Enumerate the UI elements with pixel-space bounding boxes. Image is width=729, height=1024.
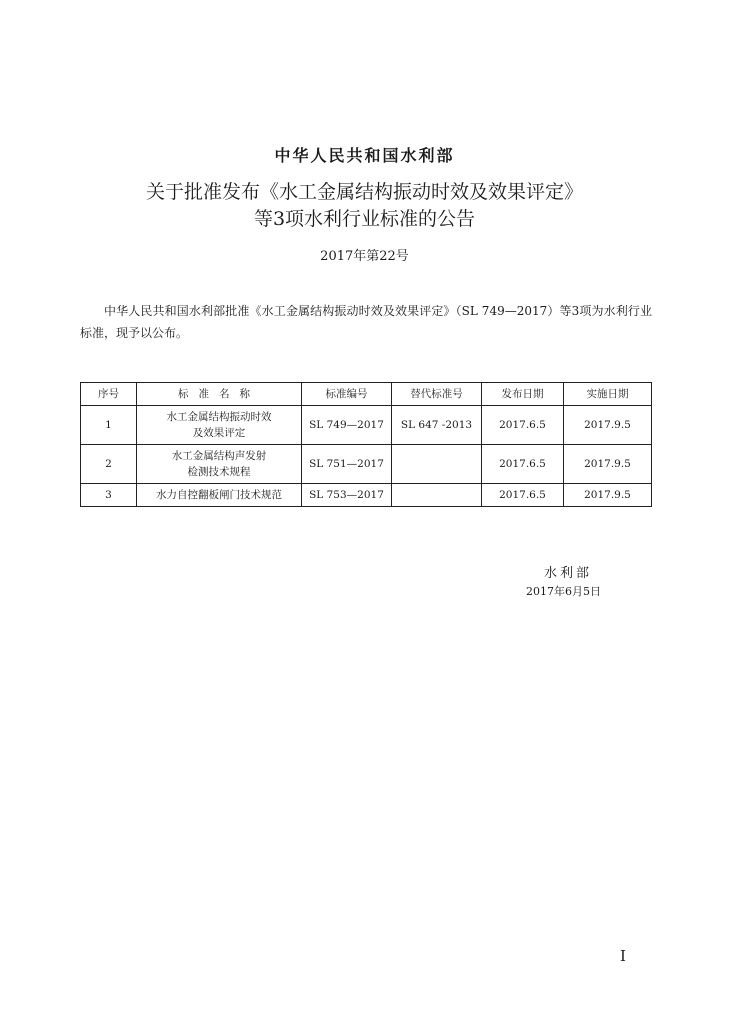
cell-standard-code: SL 753—2017 [302, 484, 392, 507]
name-line-1: 水工金属结构声发射 [171, 450, 267, 462]
cell-effective-date: 2017.9.5 [564, 445, 652, 484]
document-number: 2017年第22号 [320, 249, 409, 264]
cell-issue-date: 2017.6.5 [482, 484, 564, 507]
cell-issue-date: 2017.6.5 [482, 406, 564, 445]
table-row [81, 445, 652, 484]
cell-serial-no: 2 [81, 445, 137, 484]
cell-issue-date: 2017.6.5 [482, 445, 564, 484]
notice-title-line-2: 等3项水利行业标准的公告 [253, 208, 476, 230]
table-header-row [81, 383, 652, 406]
cell-serial-no: 1 [81, 406, 137, 445]
header-issue-date: 发布日期 [482, 383, 564, 406]
header-serial-no: 序号 [81, 383, 137, 406]
cell-standard-code: SL 751—2017 [302, 445, 392, 484]
header-effective-date: 实施日期 [564, 383, 652, 406]
standards-table [80, 382, 652, 507]
body-paragraph: 中华人民共和国水利部批准《水工金属结构振动时效及效果评定》（SL 749—2017）等3项为水利行业标准，现予以公布。 [80, 304, 652, 340]
ministry-heading: 中华人民共和国水利部 [274, 146, 455, 165]
cell-effective-date: 2017.9.5 [564, 406, 652, 445]
cell-replaced-standard: SL 647 -2013 [392, 406, 482, 445]
header-standard-name: 标准名称 [137, 383, 302, 406]
issue-date: 2017年6月5日 [526, 585, 601, 598]
cell-replaced-standard [392, 484, 482, 507]
table-row [81, 406, 652, 445]
table-row [81, 484, 652, 507]
issuer-signature: 水利部 [544, 566, 593, 581]
cell-standard-name [137, 406, 302, 445]
cell-standard-code: SL 749—2017 [302, 406, 392, 445]
name-line-2: 检测技术规程 [187, 466, 251, 478]
notice-title-line-1: 关于批准发布《水工金属结构振动时效及效果评定》 [145, 181, 583, 203]
header-standard-code: 标准编号 [302, 383, 392, 406]
cell-standard-name: 水力自控翻板闸门技术规范 [137, 484, 302, 507]
header-replaced-standard: 替代标准号 [392, 383, 482, 406]
name-line-1: 水工金属结构振动时效 [166, 411, 272, 423]
cell-replaced-standard [392, 445, 482, 484]
name-line-2: 及效果评定 [192, 427, 246, 439]
cell-serial-no: 3 [81, 484, 137, 507]
cell-effective-date: 2017.9.5 [564, 484, 652, 507]
page-number: I [620, 947, 626, 965]
cell-standard-name [137, 445, 302, 484]
